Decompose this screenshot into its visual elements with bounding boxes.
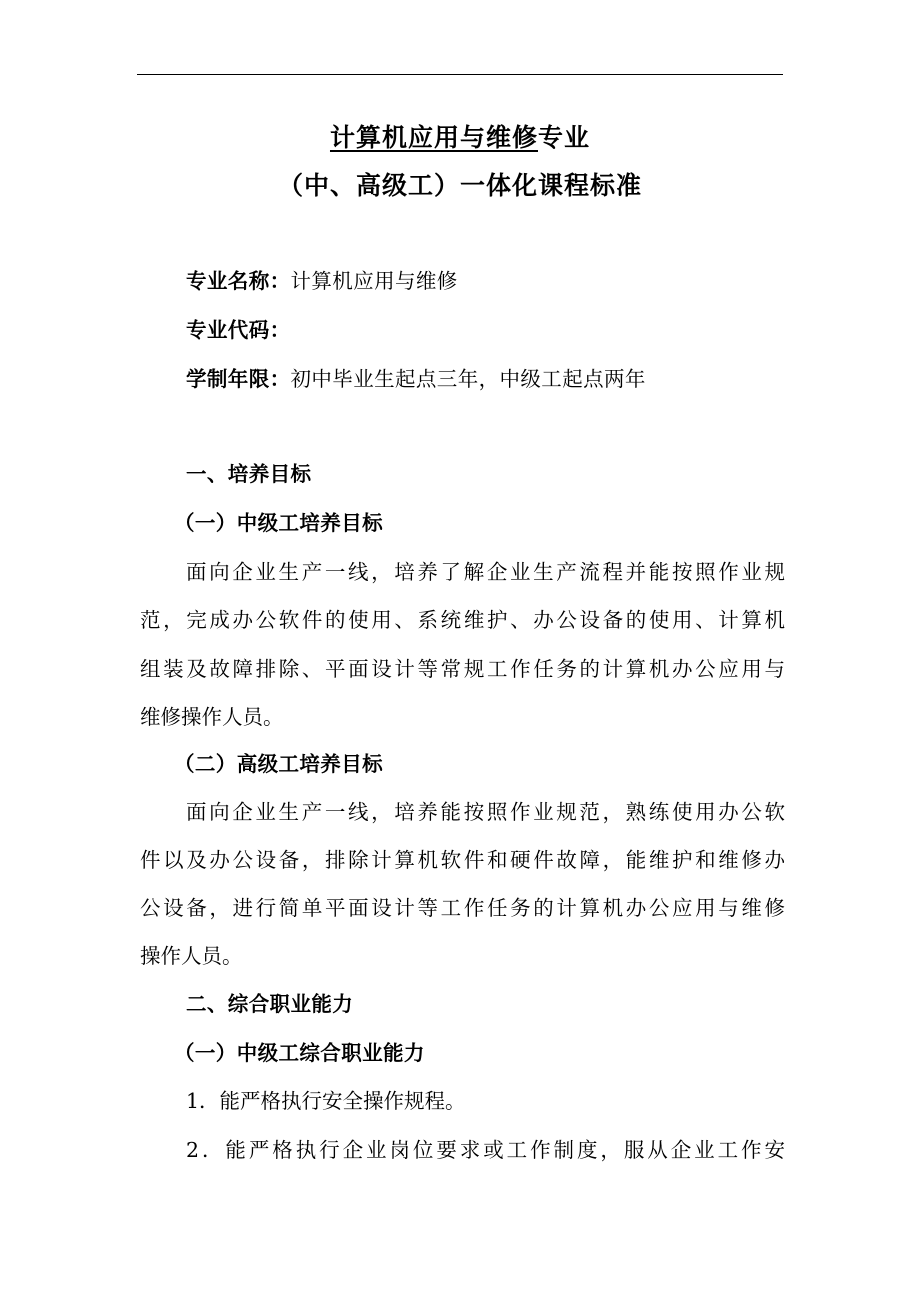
duration-value: 初中毕业生起点三年，中级工起点两年 — [290, 367, 646, 391]
major-name-row — [186, 267, 458, 295]
document-title-line-2: （中、高级工）一体化课程标准 — [277, 171, 642, 200]
paragraph-line: 面向企业生产一线，培养能按照作业规范，熟练使用办公软 — [186, 800, 785, 824]
document-title-line-1 — [0, 118, 920, 154]
paragraph-line: 组装及故障排除、平面设计等常规工作任务的计算机办公应用与 — [140, 657, 785, 681]
duration-row — [186, 365, 646, 393]
list-item: 2．能严格执行企业岗位要求或工作制度，服从企业工作安 — [186, 1138, 785, 1162]
paragraph-line: 维修操作人员。 — [140, 705, 284, 729]
duration-label: 学制年限： — [186, 367, 291, 391]
major-name-label: 专业名称： — [186, 269, 291, 293]
major-code-row — [186, 316, 291, 344]
title-rest-part: 专业 — [538, 123, 591, 152]
paragraph-line: 件以及办公设备，排除计算机软件和硬件故障，能维护和维修办 — [140, 848, 785, 872]
section-2-sub-1-heading: （一）中级工综合职业能力 — [174, 1041, 425, 1065]
major-name-value: 计算机应用与维修 — [290, 269, 458, 293]
list-item: 1．能严格执行安全操作规程。 — [186, 1089, 466, 1113]
section-1-sub-1-heading: （一）中级工培养目标 — [174, 511, 383, 535]
header-rule — [137, 74, 783, 75]
section-2-heading: 二、综合职业能力 — [186, 992, 354, 1016]
paragraph-line: 公设备，进行简单平面设计等工作任务的计算机办公应用与维修 — [140, 896, 785, 920]
paragraph-line: 范，完成办公软件的使用、系统维护、办公设备的使用、计算机 — [140, 608, 785, 632]
section-1-heading: 一、培养目标 — [186, 462, 312, 486]
paragraph-line: 面向企业生产一线，培养了解企业生产流程并能按照作业规 — [186, 560, 785, 584]
major-code-label: 专业代码： — [186, 318, 291, 342]
paragraph-line: 操作人员。 — [140, 944, 243, 968]
title-underlined-part: 计算机应用与维修 — [329, 123, 538, 152]
section-1-sub-2-heading: （二）高级工培养目标 — [174, 752, 383, 776]
